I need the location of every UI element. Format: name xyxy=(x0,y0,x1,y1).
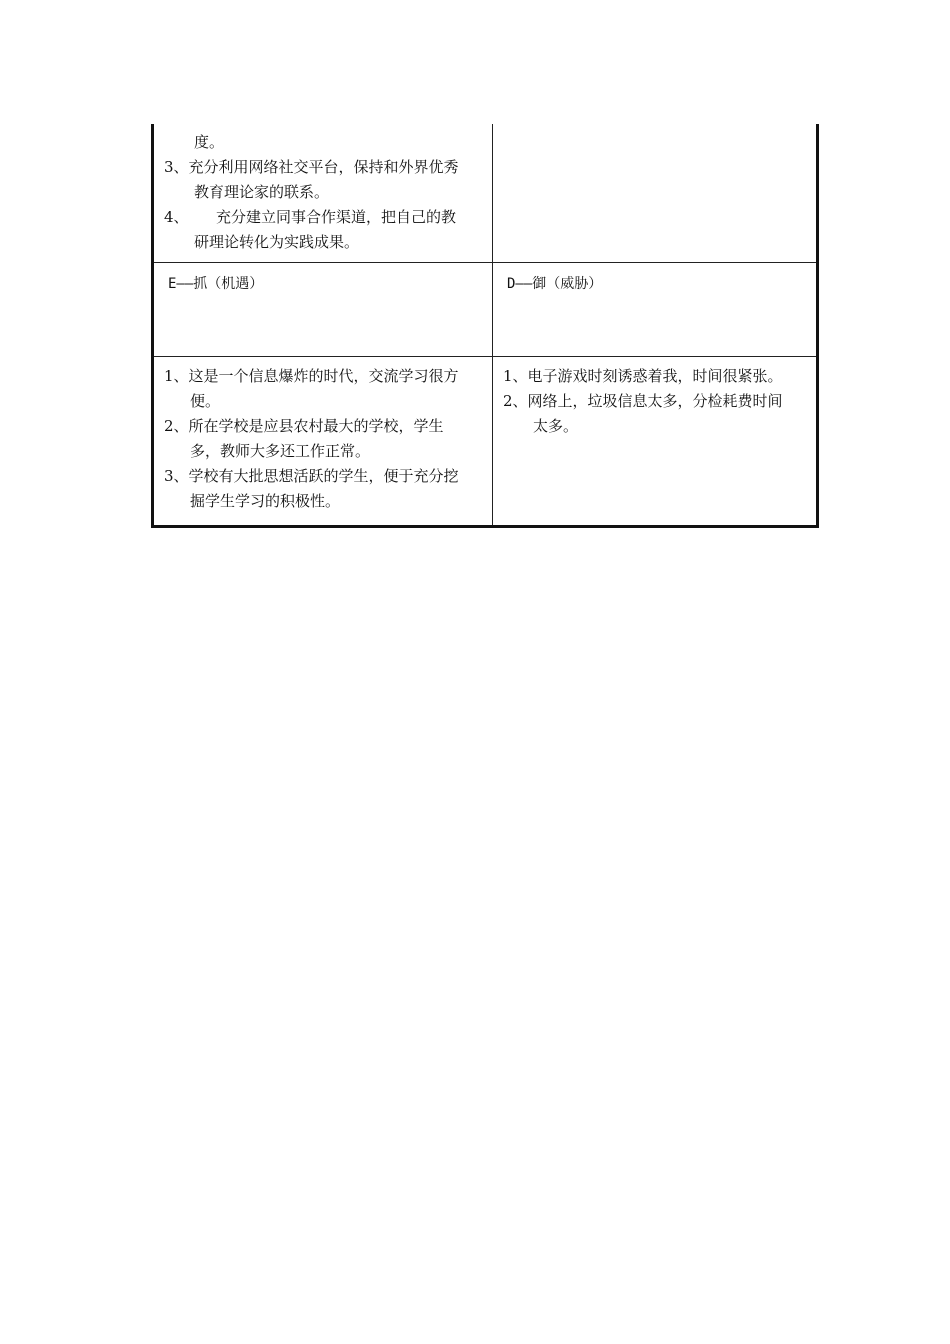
item-number: 2、 xyxy=(503,392,528,410)
opportunities-cell xyxy=(153,357,493,527)
list-item xyxy=(503,389,806,439)
item-text: 学校有大批思想活跃的学生，便于充分挖 xyxy=(188,467,459,485)
weakness-measures-cell xyxy=(153,124,493,263)
swot-table xyxy=(151,124,819,528)
list-line: 研理论转化为实践成果。 xyxy=(194,233,360,251)
swot-grid xyxy=(151,124,819,528)
table-row xyxy=(153,124,818,263)
item-text: 电子游戏时刻诱惑着我，时间很紧张。 xyxy=(527,367,783,385)
item-number: 1、 xyxy=(503,367,528,385)
item-text: 充分利用网络社交平台，保持和外界优秀 xyxy=(188,158,459,176)
item-text-cont: 多，教师大多还工作正常。 xyxy=(190,442,371,460)
item-number: 3、 xyxy=(164,158,189,176)
item-number: 1、 xyxy=(164,367,189,385)
item-text-cont: 太多。 xyxy=(533,417,579,435)
list-item xyxy=(164,464,482,514)
threat-header: D——御（威胁） xyxy=(507,276,603,292)
item-number: 2、 xyxy=(164,417,189,435)
list-item xyxy=(164,364,482,414)
opportunity-header: E——抓（机遇） xyxy=(168,276,264,292)
item-number: 3、 xyxy=(164,467,189,485)
list-item xyxy=(503,364,806,389)
item-text: 这是一个信息爆炸的时代，交流学习很方 xyxy=(188,367,459,385)
threats-cell xyxy=(493,357,818,527)
item-text: 充分建立同事合作渠道，把自己的教 xyxy=(216,208,457,226)
list-item xyxy=(164,205,482,230)
list-item xyxy=(164,414,482,464)
opportunity-header-cell xyxy=(153,263,493,357)
threats-list xyxy=(493,357,816,439)
empty-cell xyxy=(493,124,818,263)
item-text: 网络上，垃圾信息太多，分检耗费时间 xyxy=(527,392,783,410)
list-line: 教育理论家的联系。 xyxy=(194,183,330,201)
opportunities-list xyxy=(154,357,492,514)
item-text-cont: 掘学生学习的积极性。 xyxy=(190,492,341,510)
list-line: 度。 xyxy=(194,133,225,151)
item-number: 4、 xyxy=(164,208,189,226)
item-text-cont: 便。 xyxy=(190,392,221,410)
item-text: 所在学校是应县农村最大的学校，学生 xyxy=(188,417,444,435)
table-row xyxy=(153,263,818,357)
cell-content xyxy=(154,124,492,255)
list-item xyxy=(164,155,482,180)
threat-header-cell xyxy=(493,263,818,357)
table-row xyxy=(153,357,818,527)
